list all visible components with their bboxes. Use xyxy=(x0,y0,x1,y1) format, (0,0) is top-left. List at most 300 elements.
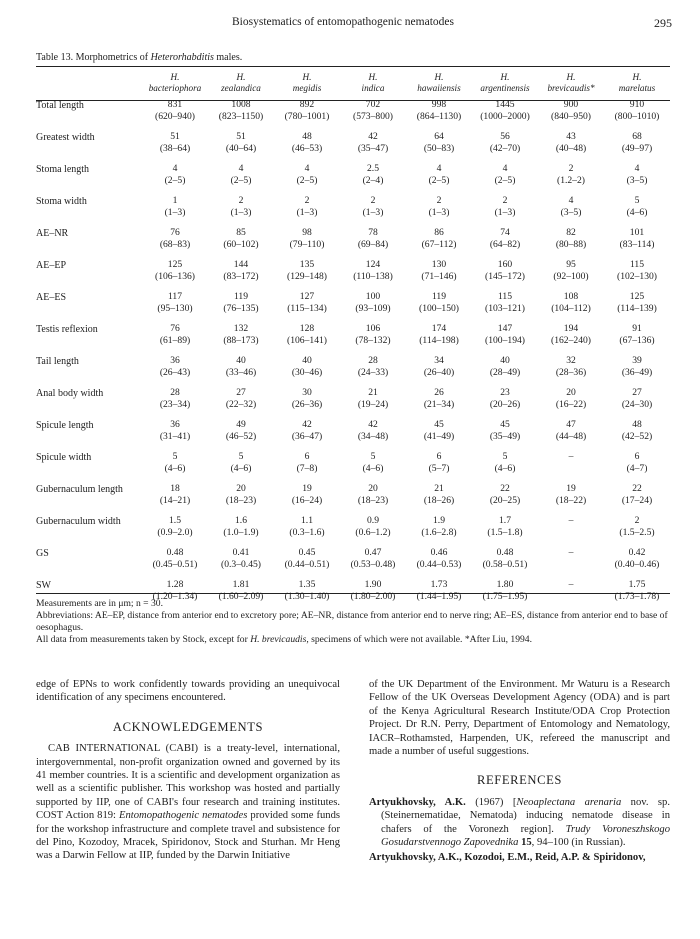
cell-mean: 1.35 xyxy=(298,579,316,590)
table-cell xyxy=(142,227,208,259)
cell-range: (1–3) xyxy=(494,207,516,218)
cell-range: (4–6) xyxy=(362,463,384,474)
table-cell xyxy=(472,291,538,323)
cell-mean: 48 xyxy=(632,419,642,430)
cell-mean: 1445 xyxy=(495,99,515,110)
cell-mean: 2 xyxy=(568,163,574,174)
cell-mean: 20 xyxy=(236,483,246,494)
table-cell xyxy=(472,99,538,131)
table-cell xyxy=(340,195,406,227)
cell-mean: 68 xyxy=(632,131,642,142)
table-cell xyxy=(340,515,406,547)
cell-range: (18–23) xyxy=(357,495,389,506)
cell-range: (1–3) xyxy=(230,207,252,218)
column-header: H. marelatus xyxy=(618,72,656,93)
acknowledgements-paragraph: CAB INTERNATIONAL (CABI) is a treaty-level, international, intergovernmental, non-profit organization owned and governed by its 41 member countries. It is a scientific and development organization as well as a scientific publisher. This workshop was hosted and partially supported by IIP, one of CABI's four research and training institutes. COST Action 819: Entomopathogenic nematodes provided some funds for the workshop infrastructure and complete travel and subsistence for del Pino, Kozodoy, Mracek, Spiridonov, Stock and Sturhan. Mr Heng was a Darwin Fellow at IIP, funded by the Darwin Initiative xyxy=(36,743,341,862)
cell-range: (840–950) xyxy=(551,111,591,122)
table-cell xyxy=(340,483,406,515)
cell-range: (33–46) xyxy=(225,367,257,378)
cell-range: (41–49) xyxy=(423,431,455,442)
table-cell xyxy=(208,291,274,323)
table-cell xyxy=(538,259,604,291)
cell-mean: 95 xyxy=(566,259,576,270)
cell-mean: 47 xyxy=(566,419,576,430)
cell-mean: 0.9 xyxy=(367,515,379,526)
cell-mean: 91 xyxy=(632,323,642,334)
table-cell xyxy=(274,99,340,131)
table-row xyxy=(36,227,670,259)
cell-mean: – xyxy=(568,451,574,462)
cell-range: (0.44–0.51) xyxy=(284,559,330,570)
cell-mean: 1.1 xyxy=(301,515,313,526)
running-head xyxy=(0,16,700,32)
cell-mean: 39 xyxy=(632,355,642,366)
table-cell xyxy=(274,163,340,195)
cell-range: (26–36) xyxy=(291,399,323,410)
table-cell xyxy=(340,227,406,259)
cell-mean: 5 xyxy=(172,451,178,462)
table-cell xyxy=(472,515,538,547)
cell-range: (64–82) xyxy=(489,239,521,250)
table-cell xyxy=(604,227,670,259)
table-cell xyxy=(142,355,208,387)
cell-mean: 6 xyxy=(304,451,310,462)
cell-range: (38–64) xyxy=(159,143,191,154)
cell-mean: 115 xyxy=(629,259,645,270)
cell-mean: 910 xyxy=(629,99,645,110)
cell-mean: 0.41 xyxy=(232,547,250,558)
row-label: Gubernaculum width xyxy=(36,516,121,527)
cell-mean: 48 xyxy=(302,131,312,142)
table-cell xyxy=(274,227,340,259)
cell-mean: 1.81 xyxy=(232,579,250,590)
table-caption: Table 13. Morphometrics of Heterorhabditis males. xyxy=(36,52,243,63)
table-row xyxy=(36,195,670,227)
acknowledgements-continued: of the UK Department of the Environment. Mr Waturu is a Research Fellow of the UK Overseas Development Agency (ODA) and is part of the Kenya Agricultural Research Institute/ODA Crop Protection Project. Dr R.N. Perry, Department of Entomology and Nematology, IACR–Rothamsted, Harpenden, UK, refereed the manuscript and made a number of useful suggestions. xyxy=(369,679,670,758)
cell-range: (800–1010) xyxy=(614,111,660,122)
table-row xyxy=(36,163,670,195)
row-label: Anal body width xyxy=(36,388,104,399)
cell-range: (26–40) xyxy=(423,367,455,378)
cell-mean: 42 xyxy=(368,419,378,430)
cell-range: (93–109) xyxy=(355,303,391,314)
cell-range: (95–130) xyxy=(157,303,193,314)
table-cell xyxy=(274,451,340,483)
table-cell xyxy=(274,515,340,547)
cell-range: (2–5) xyxy=(428,175,450,186)
cell-mean: 76 xyxy=(170,323,180,334)
cell-range: (0.44–0.53) xyxy=(416,559,462,570)
table-cell xyxy=(538,483,604,515)
cell-range: (79–110) xyxy=(289,239,325,250)
cell-range: (46–53) xyxy=(291,143,323,154)
cell-mean: 0.48 xyxy=(166,547,184,558)
table-cell xyxy=(604,355,670,387)
cell-range: (1.80–2.00) xyxy=(350,591,396,602)
table-cell xyxy=(340,163,406,195)
table-cell xyxy=(406,355,472,387)
cell-range: (35–47) xyxy=(357,143,389,154)
table-cell xyxy=(208,547,274,579)
table-cell xyxy=(274,483,340,515)
cell-mean: 1.9 xyxy=(433,515,445,526)
cell-range: (80–88) xyxy=(555,239,587,250)
table-cell xyxy=(406,163,472,195)
cell-mean: 45 xyxy=(434,419,444,430)
cell-mean: 128 xyxy=(299,323,315,334)
row-label: AE–EP xyxy=(36,260,66,271)
cell-mean: 4 xyxy=(634,163,640,174)
cell-range: (3–5) xyxy=(560,207,582,218)
cell-mean: 132 xyxy=(233,323,249,334)
table-header-row xyxy=(36,68,670,99)
cell-range: (46–52) xyxy=(225,431,257,442)
right-column xyxy=(369,678,670,865)
cell-mean: 174 xyxy=(431,323,447,334)
cell-mean: 831 xyxy=(167,99,183,110)
table-cell xyxy=(274,419,340,451)
table-cell xyxy=(406,291,472,323)
table-cell xyxy=(538,515,604,547)
table-cell xyxy=(604,451,670,483)
cell-mean: 1.80 xyxy=(496,579,514,590)
table-cell xyxy=(604,131,670,163)
cell-mean: 5 xyxy=(502,451,508,462)
cell-range: (18–23) xyxy=(225,495,257,506)
cell-mean: 6 xyxy=(436,451,442,462)
running-head-title: Biosystematics of entomopathogenic nematodes xyxy=(232,16,454,28)
cell-mean: 98 xyxy=(302,227,312,238)
table-notes xyxy=(36,598,670,646)
table-cell xyxy=(142,547,208,579)
table-cell xyxy=(274,259,340,291)
cell-mean: 6 xyxy=(634,451,640,462)
cell-range: (1–3) xyxy=(296,207,318,218)
cell-mean: 20 xyxy=(368,483,378,494)
cell-range: (71–146) xyxy=(421,271,457,282)
column-header: H. indica xyxy=(361,72,385,93)
cell-range: (60–102) xyxy=(223,239,259,250)
cell-range: (1–3) xyxy=(428,207,450,218)
table-row xyxy=(36,323,670,355)
cell-range: (67–112) xyxy=(421,239,457,250)
cell-range: (35–49) xyxy=(489,431,521,442)
left-column xyxy=(36,678,340,863)
cell-range: (2–5) xyxy=(230,175,252,186)
table-top-rule xyxy=(36,66,670,67)
cell-range: (106–141) xyxy=(287,335,327,346)
table-cell xyxy=(604,195,670,227)
cell-range: (23–34) xyxy=(159,399,191,410)
cell-range: (4–6) xyxy=(494,463,516,474)
cell-range: (145–172) xyxy=(485,271,525,282)
cell-mean: 5 xyxy=(634,195,640,206)
table-cell xyxy=(208,227,274,259)
table-cell xyxy=(142,131,208,163)
cell-range: (40–64) xyxy=(225,143,257,154)
cell-mean: – xyxy=(568,547,574,558)
cell-mean: 86 xyxy=(434,227,444,238)
table-cell xyxy=(604,515,670,547)
cell-mean: 28 xyxy=(170,387,180,398)
cell-range: (103–121) xyxy=(485,303,525,314)
table-cell xyxy=(208,451,274,483)
cell-range: (0.9–2.0) xyxy=(157,527,193,538)
cell-range: (1.5–1.8) xyxy=(487,527,523,538)
cell-range: (0.3–0.45) xyxy=(221,559,261,570)
table-cell xyxy=(604,163,670,195)
cell-mean: 1.75 xyxy=(628,579,646,590)
cell-range: (102–130) xyxy=(617,271,657,282)
cell-range: (4–6) xyxy=(230,463,252,474)
table-cell xyxy=(538,195,604,227)
source-note: All data from measurements taken by Stock, except for H. brevicaudis, specimens of which were not available. *After Liu, 1994. xyxy=(36,634,532,645)
cell-mean: 22 xyxy=(632,483,642,494)
cell-range: (573–800) xyxy=(353,111,393,122)
reference-entry: Artyukhovsky, A.K., Kozodoi, E.M., Reid, A.P. & Spiridonov, xyxy=(369,852,646,864)
cell-range: (7–8) xyxy=(296,463,318,474)
cell-range: (780–1001) xyxy=(284,111,330,122)
table-row xyxy=(36,131,670,163)
cell-mean: 2 xyxy=(502,195,508,206)
cell-mean: 124 xyxy=(365,259,381,270)
table-cell xyxy=(406,451,472,483)
table-cell xyxy=(142,419,208,451)
table-cell xyxy=(472,355,538,387)
table-cell xyxy=(538,323,604,355)
cell-range: (100–150) xyxy=(419,303,459,314)
table-cell xyxy=(472,195,538,227)
table-cell xyxy=(208,387,274,419)
table-cell xyxy=(538,387,604,419)
cell-range: (28–49) xyxy=(489,367,521,378)
table-cell xyxy=(538,291,604,323)
cell-mean: 85 xyxy=(236,227,246,238)
table-row xyxy=(36,355,670,387)
cell-range: (22–32) xyxy=(225,399,257,410)
cell-mean: 56 xyxy=(500,131,510,142)
table-cell xyxy=(472,323,538,355)
row-label: Spicule width xyxy=(36,452,92,463)
table-cell xyxy=(406,483,472,515)
table-cell xyxy=(340,419,406,451)
cell-mean: – xyxy=(568,579,574,590)
table-cell xyxy=(472,451,538,483)
table-cell xyxy=(208,99,274,131)
table-row xyxy=(36,99,670,131)
table-cell xyxy=(472,227,538,259)
table-cell xyxy=(406,259,472,291)
cell-range: (49–97) xyxy=(621,143,653,154)
cell-range: (2–5) xyxy=(164,175,186,186)
cell-range: (83–172) xyxy=(223,271,259,282)
cell-range: (115–134) xyxy=(287,303,327,314)
cell-range: (114–198) xyxy=(419,335,459,346)
cell-range: (92–100) xyxy=(553,271,589,282)
cell-range: (4–6) xyxy=(164,463,186,474)
row-label: Stoma width xyxy=(36,196,87,207)
table-cell xyxy=(538,419,604,451)
table-cell xyxy=(604,419,670,451)
cell-range: (114–139) xyxy=(617,303,657,314)
table-cell xyxy=(340,355,406,387)
cell-mean: 1.5 xyxy=(169,515,181,526)
cell-mean: 32 xyxy=(566,355,576,366)
cell-range: (31–41) xyxy=(159,431,191,442)
cell-range: (1.6–2.8) xyxy=(421,527,457,538)
cell-mean: 40 xyxy=(500,355,510,366)
cell-mean: 4 xyxy=(502,163,508,174)
cell-mean: – xyxy=(568,515,574,526)
cell-range: (19–24) xyxy=(357,399,389,410)
table-cell xyxy=(274,355,340,387)
row-label: Tail length xyxy=(36,356,79,367)
cell-range: (1.73–1.78) xyxy=(614,591,660,602)
cell-mean: 1.28 xyxy=(166,579,184,590)
cell-range: (0.58–0.51) xyxy=(482,559,528,570)
caption-genus: Heterorhabditis xyxy=(150,52,214,63)
cell-mean: 51 xyxy=(170,131,180,142)
cell-mean: 30 xyxy=(302,387,312,398)
cell-mean: 998 xyxy=(431,99,447,110)
cell-mean: 2 xyxy=(634,515,640,526)
cell-mean: 101 xyxy=(629,227,645,238)
table-cell xyxy=(208,483,274,515)
table-cell xyxy=(340,387,406,419)
table-cell xyxy=(472,483,538,515)
row-label: Spicule length xyxy=(36,420,94,431)
cell-mean: 900 xyxy=(563,99,579,110)
table-cell xyxy=(406,515,472,547)
cell-range: (110–138) xyxy=(353,271,393,282)
cell-mean: 119 xyxy=(233,291,249,302)
cell-mean: 42 xyxy=(302,419,312,430)
cell-range: (42–70) xyxy=(489,143,521,154)
cell-mean: 100 xyxy=(365,291,381,302)
cell-mean: 2 xyxy=(304,195,310,206)
table-cell xyxy=(142,451,208,483)
page-number: 295 xyxy=(654,16,672,30)
cell-mean: 36 xyxy=(170,355,180,366)
table-cell xyxy=(406,323,472,355)
cell-mean: 27 xyxy=(632,387,642,398)
cell-mean: 43 xyxy=(566,131,576,142)
cell-range: (1.2–2) xyxy=(557,175,585,186)
table-cell xyxy=(208,259,274,291)
table-cell xyxy=(340,259,406,291)
cell-range: (17–24) xyxy=(621,495,653,506)
row-label: Stoma length xyxy=(36,164,90,175)
cell-mean: 28 xyxy=(368,355,378,366)
cell-range: (100–194) xyxy=(485,335,525,346)
cell-range: (36–47) xyxy=(291,431,323,442)
cell-mean: 147 xyxy=(497,323,513,334)
cell-range: (28–36) xyxy=(555,367,587,378)
table-cell xyxy=(538,451,604,483)
cell-range: (36–49) xyxy=(621,367,653,378)
table-row xyxy=(36,483,670,515)
cell-range: (16–22) xyxy=(555,399,587,410)
row-label: AE–NR xyxy=(36,228,69,239)
table-cell xyxy=(340,323,406,355)
cell-mean: 2 xyxy=(370,195,376,206)
table-cell xyxy=(208,131,274,163)
cell-range: (1–3) xyxy=(164,207,186,218)
row-label: AE–ES xyxy=(36,292,66,303)
cell-mean: 21 xyxy=(368,387,378,398)
cell-mean: 42 xyxy=(368,131,378,142)
table-cell xyxy=(340,131,406,163)
cell-mean: 2 xyxy=(238,195,244,206)
table-cell xyxy=(340,291,406,323)
cell-range: (104–112) xyxy=(551,303,591,314)
cell-range: (21–34) xyxy=(423,399,455,410)
cell-range: (18–22) xyxy=(555,495,587,506)
column-header: H. bacteriophora xyxy=(148,72,202,93)
cell-mean: 4 xyxy=(172,163,178,174)
table-cell xyxy=(538,131,604,163)
cell-range: (0.45–0.51) xyxy=(152,559,198,570)
table-cell xyxy=(142,323,208,355)
cell-mean: 1.7 xyxy=(499,515,511,526)
table-cell xyxy=(142,515,208,547)
cell-range: (50–83) xyxy=(423,143,455,154)
table-cell xyxy=(604,387,670,419)
cell-mean: 160 xyxy=(497,259,513,270)
cell-mean: 0.42 xyxy=(628,547,646,558)
cell-range: (24–33) xyxy=(357,367,389,378)
cell-range: (14–21) xyxy=(159,495,191,506)
cell-range: (2–5) xyxy=(494,175,516,186)
cell-mean: 78 xyxy=(368,227,378,238)
cell-range: (78–132) xyxy=(355,335,391,346)
cell-mean: 1 xyxy=(172,195,178,206)
table-cell xyxy=(472,259,538,291)
cell-range: (34–48) xyxy=(357,431,389,442)
cell-range: (16–24) xyxy=(291,495,323,506)
cell-mean: 18 xyxy=(170,483,180,494)
table-cell xyxy=(406,547,472,579)
morphometrics-table xyxy=(36,68,670,608)
table-cell xyxy=(274,387,340,419)
cell-mean: 119 xyxy=(431,291,447,302)
table-cell xyxy=(472,419,538,451)
cell-mean: 40 xyxy=(302,355,312,366)
cell-mean: 74 xyxy=(500,227,510,238)
table-cell xyxy=(472,163,538,195)
column-header: H. megidis xyxy=(292,72,322,93)
cell-range: (1.30–1.40) xyxy=(284,591,330,602)
cell-mean: 2.5 xyxy=(367,163,379,174)
cell-mean: 40 xyxy=(236,355,246,366)
table-cell xyxy=(208,163,274,195)
cell-mean: 27 xyxy=(236,387,246,398)
cell-mean: 76 xyxy=(170,227,180,238)
table-row xyxy=(36,451,670,483)
table-cell xyxy=(274,131,340,163)
cell-mean: 34 xyxy=(434,355,444,366)
cell-mean: 0.47 xyxy=(364,547,382,558)
cell-mean: 1008 xyxy=(231,99,251,110)
table-cell xyxy=(538,547,604,579)
table-row xyxy=(36,259,670,291)
row-label: SW xyxy=(36,580,51,591)
cell-mean: 130 xyxy=(431,259,447,270)
cell-range: (0.40–0.46) xyxy=(614,559,660,570)
table-row xyxy=(36,291,670,323)
table-cell xyxy=(208,355,274,387)
cell-mean: 1.6 xyxy=(235,515,247,526)
